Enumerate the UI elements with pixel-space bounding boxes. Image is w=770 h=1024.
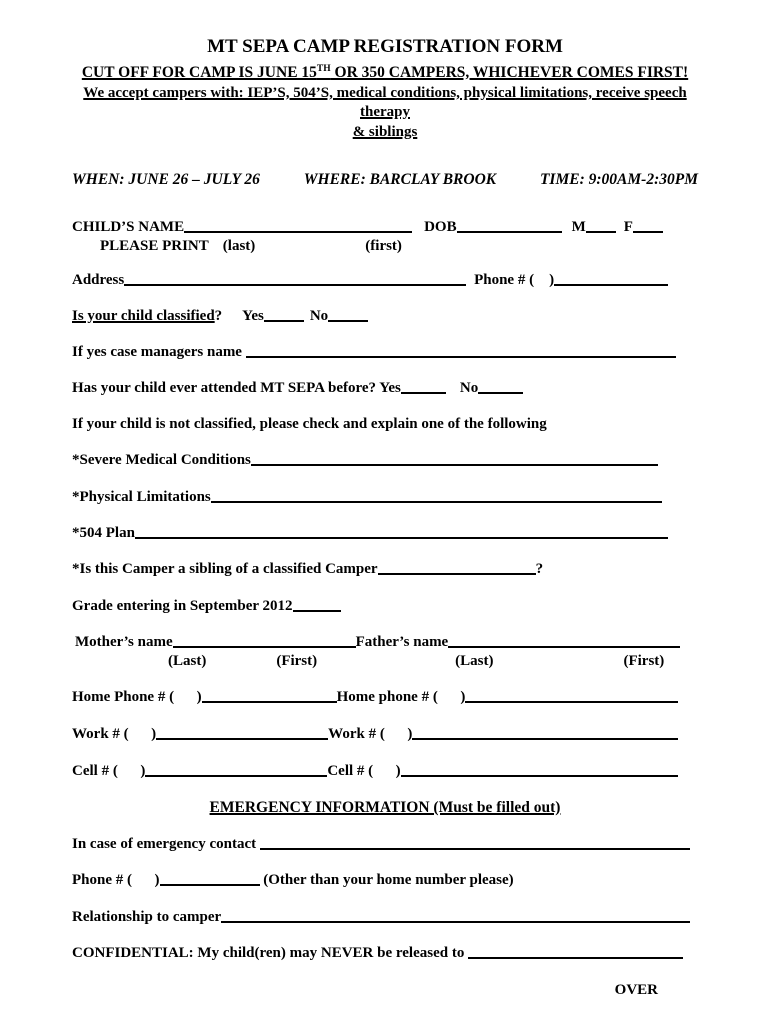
- case-manager-label: If yes case managers name: [72, 344, 246, 361]
- relationship-label: Relationship to camper: [72, 909, 222, 926]
- child-name-row: [72, 219, 698, 236]
- male-label: M: [571, 219, 586, 236]
- grade-row: [72, 598, 698, 615]
- father-name-label: Father’s name: [355, 634, 449, 651]
- attended-no-label: No: [459, 380, 479, 397]
- mother-name-label: Mother’s name: [75, 634, 173, 651]
- emergency-contact-label: In case of emergency contact: [72, 836, 260, 853]
- severe-medical-row: [72, 452, 698, 469]
- work-phone-mother-blank[interactable]: [156, 738, 328, 740]
- attended-yes-blank[interactable]: [401, 392, 446, 394]
- female-label: F: [623, 219, 633, 236]
- emergency-section-header-row: [72, 799, 698, 817]
- sibling-question-mark: ?: [535, 561, 544, 578]
- dob-label: DOB: [424, 219, 457, 236]
- severe-medical-label: *Severe Medical Conditions: [72, 452, 251, 469]
- emergency-contact-blank[interactable]: [260, 848, 690, 850]
- grade-label: Grade entering in September 2012: [72, 598, 293, 615]
- relationship-row: [72, 909, 698, 926]
- dob-blank[interactable]: [457, 231, 562, 233]
- cutoff-line: [72, 60, 698, 82]
- emergency-phone-row: [72, 872, 698, 889]
- not-classified-note: If your child is not classified, please check and explain one of the following: [72, 416, 547, 433]
- no-label: No: [309, 308, 329, 325]
- attended-label: Has your child ever attended MT SEPA before? Yes: [72, 380, 401, 397]
- home-phone-father-blank[interactable]: [465, 701, 678, 703]
- confidential-row: [72, 945, 698, 962]
- work-phone-father-blank[interactable]: [412, 738, 678, 740]
- child-name-label: CHILD’S NAME: [72, 219, 185, 236]
- accepted-campers-line: We accept campers with: IEP’S, 504’S, medical conditions, physical limitations, receive speech therapy: [83, 85, 687, 121]
- attended-row: [72, 380, 698, 397]
- emergency-phone-label: Phone # ( ): [72, 872, 160, 889]
- female-blank[interactable]: [633, 231, 663, 233]
- address-row: [72, 272, 698, 289]
- emergency-phone-note: (Other than your home number please): [259, 872, 514, 889]
- classified-no-blank[interactable]: [328, 320, 368, 322]
- father-name-blank[interactable]: [448, 646, 680, 648]
- cell-phone-row: [72, 763, 698, 780]
- physical-limitations-row: [72, 489, 698, 506]
- child-name-blank[interactable]: [184, 231, 412, 233]
- not-classified-note-row: [72, 416, 698, 433]
- cutoff-text-rest: OR 350 CAMPERS, WHICHEVER COMES FIRST!: [330, 64, 689, 82]
- confidential-blank[interactable]: [468, 957, 683, 959]
- relationship-blank[interactable]: [221, 921, 690, 923]
- confidential-label: CONFIDENTIAL: My child(ren) may NEVER be released to: [72, 945, 469, 962]
- classified-question-mark: ?: [214, 308, 223, 325]
- plan-504-blank[interactable]: [135, 537, 668, 539]
- where-label: WHERE: BARCLAY BROOK: [303, 171, 497, 189]
- cell-phone-mother-blank[interactable]: [145, 775, 327, 777]
- home-phone-row: [72, 689, 698, 706]
- last-hint: (last): [222, 238, 256, 255]
- sibling-row: [72, 561, 698, 578]
- case-manager-blank[interactable]: [246, 356, 676, 358]
- plan-504-row: [72, 525, 698, 542]
- plan-504-label: *504 Plan: [72, 525, 135, 542]
- grade-blank[interactable]: [293, 610, 341, 612]
- cell-phone-father-label: Cell # ( ): [327, 763, 401, 780]
- classified-row: [72, 308, 698, 325]
- please-print-row: [72, 238, 698, 255]
- emergency-contact-row: [72, 836, 698, 853]
- mother-first-hint: (First): [276, 653, 318, 670]
- first-hint: (first): [365, 238, 402, 255]
- cell-phone-father-blank[interactable]: [401, 775, 678, 777]
- home-phone-mother-label: Home Phone # ( ): [72, 689, 202, 706]
- physical-limitations-label: *Physical Limitations: [72, 489, 211, 506]
- cutoff-superscript: TH: [316, 64, 331, 74]
- mother-name-blank[interactable]: [173, 646, 356, 648]
- work-phone-mother-label: Work # ( ): [72, 726, 157, 743]
- home-phone-father-label: Home phone # ( ): [336, 689, 466, 706]
- emergency-section-header: EMERGENCY INFORMATION (Must be filled out): [209, 799, 561, 817]
- phone-label: Phone # ( ): [474, 272, 555, 289]
- over-row: [72, 982, 698, 999]
- when-label: WHEN: JUNE 26 – JULY 26: [72, 171, 260, 189]
- form-title: MT SEPA CAMP REGISTRATION FORM: [207, 36, 563, 57]
- physical-limitations-blank[interactable]: [211, 501, 662, 503]
- cell-phone-mother-label: Cell # ( ): [72, 763, 146, 780]
- emergency-phone-blank[interactable]: [160, 884, 260, 886]
- time-label: TIME: 9:00AM-2:30PM: [539, 171, 698, 189]
- over-label: OVER: [614, 982, 658, 999]
- case-manager-row: [72, 344, 698, 361]
- work-phone-row: [72, 726, 698, 743]
- last-first-hint-row: [72, 653, 698, 670]
- accepted-campers-line2: & siblings: [352, 124, 418, 141]
- sibling-blank[interactable]: [378, 573, 536, 575]
- home-phone-mother-blank[interactable]: [202, 701, 337, 703]
- work-phone-father-label: Work # ( ): [328, 726, 413, 743]
- cutoff-text: CUT OFF FOR CAMP IS JUNE 15: [81, 64, 317, 82]
- address-blank[interactable]: [124, 284, 466, 286]
- male-blank[interactable]: [586, 231, 616, 233]
- yes-label: Yes: [242, 308, 264, 325]
- attended-no-blank[interactable]: [478, 392, 523, 394]
- sibling-label: *Is this Camper a sibling of a classified Camper: [72, 561, 378, 578]
- please-print-label: PLEASE PRINT: [100, 238, 209, 255]
- address-label: Address: [72, 272, 125, 289]
- phone-blank[interactable]: [554, 284, 668, 286]
- mother-last-hint: (Last): [168, 653, 207, 670]
- classified-yes-blank[interactable]: [264, 320, 304, 322]
- father-last-hint: (Last): [455, 653, 494, 670]
- schedule-row: [72, 170, 698, 189]
- father-first-hint: (First): [623, 653, 665, 670]
- severe-medical-blank[interactable]: [251, 464, 658, 466]
- parents-name-row: [72, 634, 698, 651]
- classified-question: Is your child classified: [72, 308, 215, 325]
